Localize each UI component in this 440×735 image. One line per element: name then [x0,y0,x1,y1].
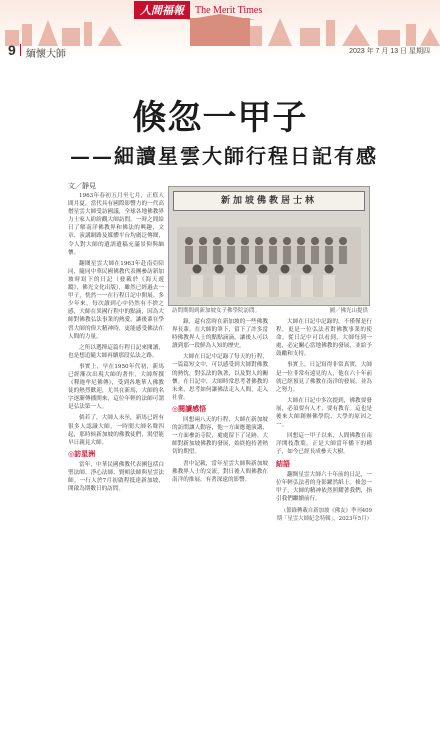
page-number: 9 [8,42,16,58]
paragraph: 回想這一甲子以來，人間佛教在南洋開枝散葉，正是大師當年播下的種子，如今已經長成參天大樹。 [276,433,372,456]
issue-date: 2023 年 7 月 13 日 星期四 [349,48,430,55]
article-column-1 [68,192,164,496]
paragraph: 回想兩八天的行程，大師在新加坡的訪問讓人動容，他一方面應邀演講，一方面參訪寺院，處處留下了足跡。大師對新加坡佛教的發展，始終抱持著熱切的期望。 [172,417,268,456]
paragraph: 大師在日記中多次提到，佛教要發展，必須要有人才，要有教育。這也是後來大師創辦佛學院、大學的原因之一。 [276,397,372,429]
subheading-conclusion: 結語 [276,458,290,468]
masthead [134,2,262,18]
paragraph: 翻閱星雲大師六十年前的日記，一位年輕弘法者的身影躍然紙上。倏忽一甲子，大師的精神依然照耀著我們，指引我們繼續前行。 [276,471,372,502]
byline: 文／靜見 [68,182,96,190]
article-column-3 [276,318,372,523]
paragraph: 事實上，日記寫得非常真實，大師是一位非常有遠見的人，他在六十年前就已經預見了佛教在南洋的發展，並為之努力。 [276,362,372,393]
source-note: （節錄轉載自新加坡《佛友》季刊409期「星雲大師紀念特輯」，2023年5月） [276,507,372,523]
photo-sign: 新加坡佛教居士林 [173,191,365,211]
subheading-reading: ◎閱讀感悟 [172,403,207,413]
group-photo-people [177,227,361,297]
masthead-name-en: The Merit Times [195,4,263,16]
header-divider [20,44,21,56]
photo-credit: 圖／佛光山提供 [329,308,368,314]
paragraph: 大師在日記中記錄的，不僅僅是行程，更是一位弘法者對佛教事業的使命。從日記中可以看到，大師每到一處，必定關心當地佛教的發展，並給予鼓勵和支持。 [276,319,372,358]
article-column-2 [172,318,268,487]
paragraph: 翻閱星雲大師在1963年赴南亞陪同，隨同中華民國佛教代表團參訪新加坡時寫下的日記（發載於《海天遊蹤》，佛光文化出版），雖然已經過去一甲子，恍然一一在行程日記中開展。多少年來，每次讀到心中仍然有不捨之感，大師在異國行程中的點滴，因為大師對佛教弘法事業的熱愛，讓後輩在學習大師的偉大精神時，更能感受佛法在人間的力量。 [68,260,164,340]
article-subtitle: ——細讀星雲大師行程日記有感 [70,144,378,168]
page-header [0,42,440,58]
photo-caption [172,306,368,314]
paragraph: 大師在日記中記錄了每天的行程，一篇篇短文中，可以感受到大師對佛教的熱忱，對弘法的執著，以及對人的關懷。在日記中，大師時常思考著佛教的未來，思考如何讓佛法走入人間，走入社會。 [172,354,268,401]
photo-caption-text: 訪問期間到新加坡女子佛學院訪問。 [172,308,261,314]
article-title: 倏忽一甲子 [132,98,308,138]
subheading-visit: ◎訪星洲 [68,448,96,458]
paragraph: 之所以選擇這篇行程日記來閱讀，也是想追隨大師再續那段弘法之路。 [68,344,164,359]
paragraph: 1963年春初五月至七月，正值人間月夏，當代具有國際影響力的一代高僧星雲大師受訪國議，全球各地佛教界力士家人紛紛觀大師訪問。一時之間給日了解南洋佛教界和佛法的興趣，文章、演講網路及媒體平台均廣泛傳閱，令人對大師的遺訓遺稿充滿景仰與緬懷。 [68,193,164,256]
masthead-name-cn: 人間福報 [134,1,190,19]
section-title: 緬懷大師 [26,49,66,58]
paragraph: 倘若了，大師人未至，新馬已經有很多人認識大師，一時間大師名聲四起，那時候新加坡的佛教徒們，渴望能早日親見大師。 [68,415,164,446]
page-banner [0,0,440,58]
paragraph: 事實上，早在1950年代初，新馬已經漸次出現大師的著作，大師所撰《釋迦牟尼佛傳》，受到各地華人佛教徒的熱烈歡迎，尤其在新馬，大師的名字逐漸傳播開來，這位年輕的法師可謂是弘法第一人。 [68,363,164,411]
paragraph: 書中記載，當年星雲大師與新加坡佛教界人士的交流，對日後人間佛教在南洋的推展，有著深遠的影響。 [172,460,268,483]
paragraph: 錄，還有當時在新加坡的一些佛教界長輩。在大師的筆下，留下了許多當時佛教界人士的點點滴滴，讓後人可以讀到那一段鮮為人知的歷史。 [172,319,268,350]
article-photo [168,186,370,306]
paragraph: 當年，中華民國佛教代表團包括白聖法師、淨心法師、賢頓法師與星雲法師。一行人於7月初啟程抵達新加坡，開啟為期數日的訪問。 [68,461,164,493]
